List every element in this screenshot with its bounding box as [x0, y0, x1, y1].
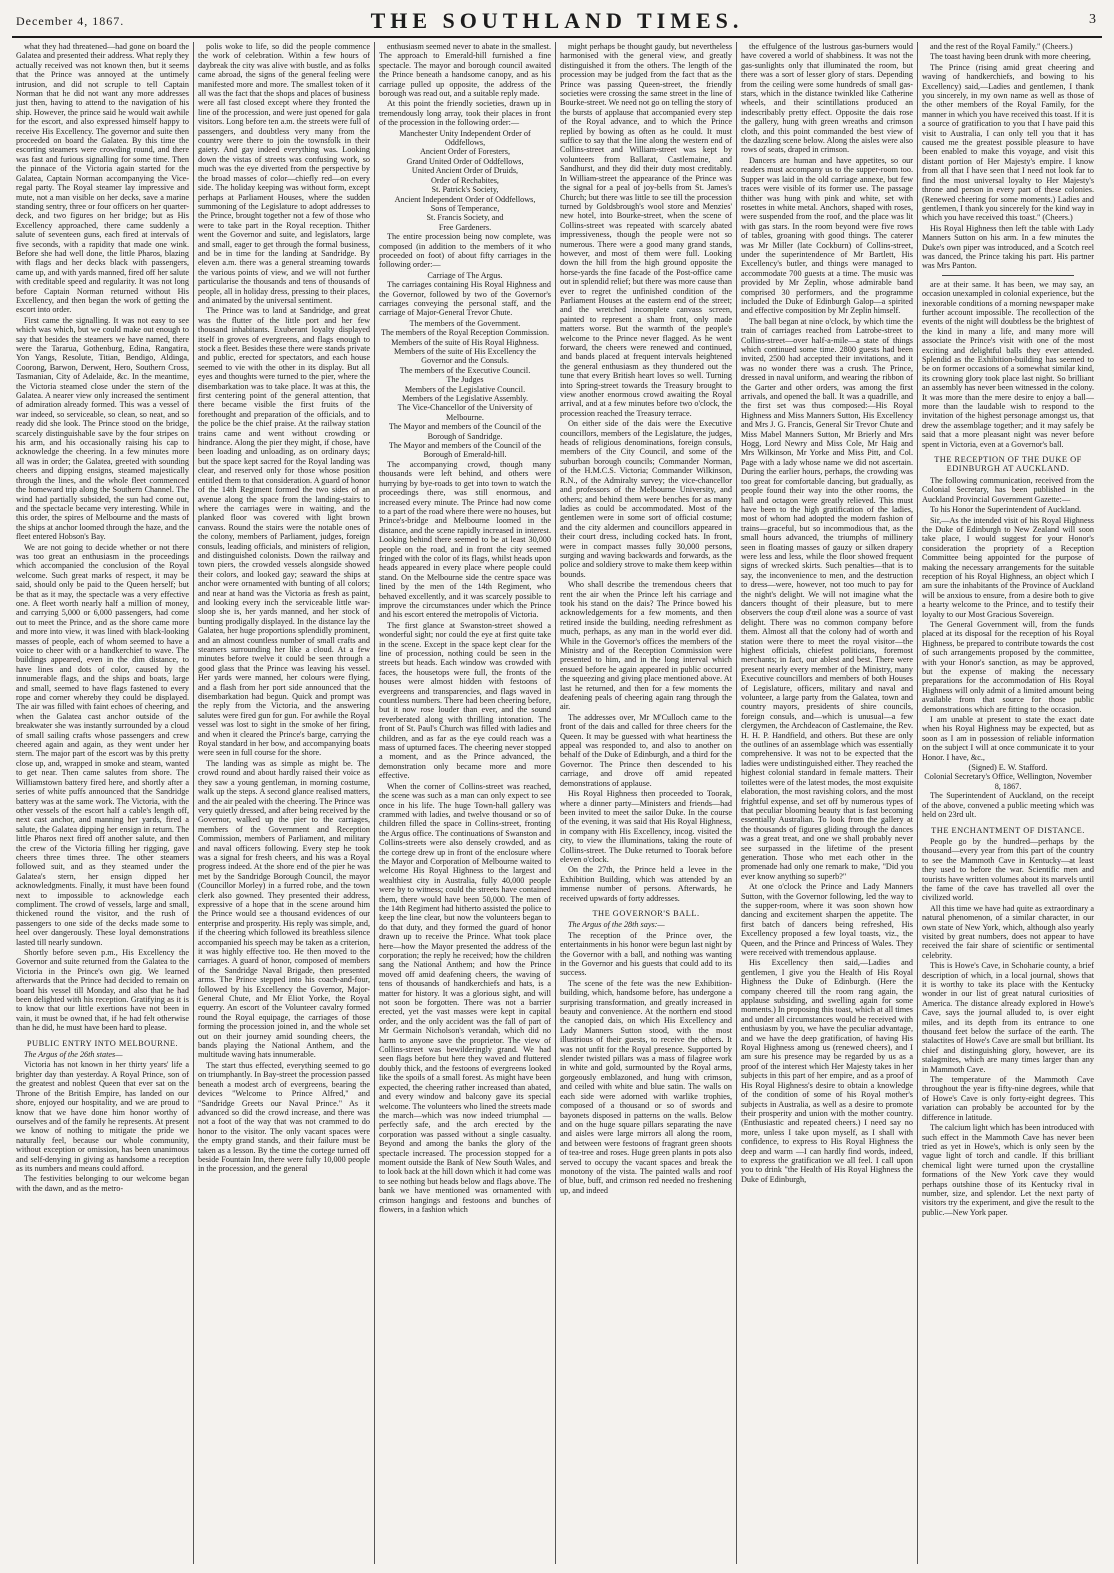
article-paragraph: The first glance at Swanston-street showed a wonderful sight; nor could the eye at first quite take in the scene. Except in the space kept clear for the line of procession, nothing could be seen in the streets but heads. Each window was crowded with faces, the housetops were full, the fronts of the houses were almost hidden with festoons of evergreens and transparencies, and flags waved in countless numbers. There had been cheering before, but it now rose louder than ever, and the sound reverberated along with thrilling intonation. The front of St. Paul's Church was filled with ladies and children, and as far as the eye could reach was a mass of upturned faces. The cheering never stopped a moment, and as the Prince advanced, the demonstration only became more and more effective. [379, 620, 551, 781]
section-heading: THE ENCHANTMENT OF DISTANCE. [931, 825, 1085, 835]
centered-line: The members of the Executive Council. [399, 365, 531, 375]
article-paragraph: The Superintendent of Auckland, on the receipt of the above, convened a public meeting which was held on 23rd ult. [922, 791, 1094, 820]
column-4 [555, 42, 736, 1564]
section-heading: THE RECEPTION OF THE DUKE OF EDINBURGH AT AUCKLAND. [934, 455, 1082, 474]
article-paragraph: To his Honor the Superintendent of Auckland. [930, 505, 1082, 515]
centered-line: Sons of Temperance, [430, 203, 500, 213]
article-paragraph: and the rest of the Royal Family." (Cheers.) [930, 42, 1073, 51]
article-paragraph: The Prince (rising amid great cheering and waving of handkerchiefs, and bowing to his Excellency) said,—Ladies and gentlemen, I thank you sincerely, in my own name as well as those of the other members of the Royal Family, for the manner in which you have received this toast. If it is a source of gratification to you that I have paid this visit to Australia, I can only tell you that it has caused me the greatest possible pleasure to have been enabled to make this voyage, and visit this distant portion of Her Majesty's empire. I know from all that I have seen that I need not look far to find the most universal loyalty to Her Majesty's throne and person in every part of these colonies. (Renewed cheering for some moments.) Ladies and gentlemen, I thank you sincerely for the kind way in which you have received this toast." (Cheers.) [922, 62, 1094, 223]
article-paragraph: The festivities belonging to our welcome began with the dawn, and as the metro- [16, 1174, 189, 1193]
centered-line: Members of the suite of His Excellency the Governor and the Consuls. [393, 347, 537, 366]
column-6 [917, 42, 1098, 1564]
article-paragraph: enthusiasm seemed never to abate in the smallest. The approach to Emerald-hill furnished a fine spectacle. The mayor and borough council awaited the Prince beneath a handsome canopy, and as his carriage pulled up opposite, the address of the borough was read out, and a suitable reply made. [379, 42, 551, 99]
centered-line: The Judges [446, 375, 484, 385]
article-paragraph: Sir,—As the intended visit of his Royal Highness the Duke of Edinburgh to New Zealand will soon take place, I would suggest for your Honor's consideration the propriety of a Reception Committee being appointed for the purpose of making the necessary arrangements for the suitable reception of his Royal Highness, an object which I am sure the inhabitants of the Province of Auckland will be anxious to ensure, from a desire both to give a hearty welcome to the Prince, and to testify their loyalty to our Most Gracious Sovereign. [922, 515, 1094, 619]
article-paragraph: The calcium light which has been introduced with such effect in the Mammoth Cave has never been tried as yet in Howe's, which is only seen by the vague light of torch and candle. If this brilliant chemical light were turned upon the crystalline formations of the New York cave they would perhaps outshine those of its Kentucky rival in number, size, and splendor. Let the next party of visitors try the experiment, and give the result to the public.—New York paper. [922, 1123, 1094, 1217]
article-columns [12, 42, 1102, 1564]
centered-line: Members of the Legislative Assembly. [401, 394, 529, 404]
article-paragraph: We are not going to decide whether or not there was too great an enthusiasm in the proceedings which accompanied the conclusion of the Royal welcome. Such great marks of respect, it may be said, should only be paid to the Queen herself; but be that as it may, the spectacle was a very effective one. A fleet worth nearly half a million of money, and carrying 5,000 or 6,000 passengers, had come out to meet the Prince, and as the shore came more and more into view, it was lined with black-looking masses of people, each of whom seemed to have a voice to cheer with or a handkerchief to wave. The buildings appeared, even in the dim distance, to have lines and dots of color, caused by the innumerable flags, and the ships and boats, large and small, seemed to have flags fastened to every rope and corner whereby they could be displayed. The air was filled with faint echoes of cheering, and when the Galatea cast anchor outside of the breakwater she was instantly surrounded by a cloud of small sailing crafts whose passengers and crew cheered again and again, as they went under her stern. The major part of the escort was by this pretty close up, and, wrapped in smoke and steam, wanted to get near. Then came salutes from shore. The Williamstown battery fired here, and shortly after a series of white puffs announced that the Sandridge battery was at the same work. The Victoria, with the other vessels of the escort half a cable's length off, next cast anchor, and manning her yards, fired a salute, the Galatea dipping her ensign in return. The little Pharos next fired off another salute, and then the crew of the Victoria filling her rigging, gave cheers three times three. The other steamers followed suit, and as they steamed under the Galatea's stern, her ensign dipped her acknowledgments. Finally, it must have been found next to impossible to acknowledge each compliment. The crowd of vessels, large and small, thickened round the visitor, and the rush of passengers to one side of the decks made some to heel over dangerously. These loyal demonstrations lasted till nearly sundown. [16, 542, 189, 947]
article-paragraph: People go by the hundred—perhaps by the thousand—every year from this part of the country to see the Mammoth Cave in Kentucky—at least they used to before the war. Scientific men and tourists have written volumes about its marvels until the fame of the cave has travelled all over the civilized world. [922, 836, 1094, 903]
issue-date: December 4, 1867. [16, 14, 125, 28]
centered-line: The Mayor and members of the Council of the Borough of Sandridge. [388, 422, 542, 441]
article-paragraph: This is Howe's Cave, in Schoharie county, a brief description of which, in a local journal, shows that it is worthy to take its place with the Kentucky wonder in our list of great natural curiosities of America. The distance already explored in Howe's Cave, says the journal alluded to, is over eight miles, and its depth from its entrance to one thousand feet below the surface of the earth. The stalactites of Howe's Cave are small but brilliant. Its chief and distinguishing glory, however, are its stalagmites, which are many times larger than any in Mammoth Cave. [922, 961, 1094, 1074]
centered-line: Ancient Order of Foresters, [419, 147, 511, 157]
article-paragraph: might perhaps be thought gaudy, but nevertheless harmonised with the general view, and greatly distinguished it from the others. The length of the procession may be judged from the fact that as the Prince was passing Queen-street, the friendly societies were crossing the same street in the line of Bourke-street. We need not go on telling the story of the bursts of applause that accompanied every step of the Royal advance, and to which the Prince replied by bowing as often as he could. It must suffice to say that the line along the western end of Collins-street and William-street was kept by volunteers from Ballarat, Castlemaine, and Sandhurst, and they did their duty most creditably. In William-street the appearance of the Prince was the signal for a peal of joy-bells from St. James's Church; but there was little to see till the procession turned by Goldsbrough's wool store and Menzies' new hotel, into Bourke-street, when the scene of Collins-street was repeated with scarcely abated impressiveness, though the people were not so numerous. There were a good many grand stands, however, and most of them were full. Looking down the hill from the high ground opposite the horse-yards the fine facade of the Post-office came out in splendid relief; but there was more cause than ever to regret the unfinished condition of the Parliament Houses at the eastern end of the street; and the wretched incomplete canvass screen, painted to represent a sham front, only made matters worse. But the warmth of the people's welcome to the Prince never flagged. As he went forward, the cheers were renewed and continued, and bands placed at frequent intervals heightened the general enthusiasm as they thundered out the tune that every British heart loves so well. Turning into Spring-street towards the Treasury brought to view another enormous crowd awaiting the Royal arrival, and at a few minutes before two o'clock, the procession reached the Treasury terrace. [560, 42, 732, 418]
article-paragraph: The start thus effected, everything seemed to go on triumphantly. In Bay-street the procession passed beneath a modest arch of evergreens, bearing the devices "Welcome to Prince Alfred," and "Sandridge Greets our Naval Prince." As it advanced so did the crowd increase, and there was not a foot of the way that was not crammed to do honor to the visitor. The only vacant spaces were the empty grand stands, and their failure must be taken as a lesson. By the time the cortege turned off beside Fountain Inn, there were fully 10,000 people in the procession, and the general [198, 1060, 370, 1174]
source-line: The Argus of the 26th states— [24, 1050, 123, 1060]
source-line: The Argus of the 28th says:— [568, 920, 665, 930]
centered-line: Free Gardeners. [438, 222, 492, 232]
centered-line: Ancient Independent Order of Oddfellows, [394, 194, 536, 204]
section-heading: PUBLIC ENTRY INTO MELBOURNE. [26, 1038, 179, 1048]
article-paragraph: The reception of the Prince over, the entertainments in his honor were begun last night by the Governor with a ball, and nothing was wanting in the Governor and his guests that could add to its success. [560, 930, 732, 978]
article-paragraph: The scene of the fete was the new Exhibition-building, which, handsome before, has undergone a surprising transformation, and greatly increased in beauty and convenience. At the northern end stood the canopied dais, on which His Excellency and Lady Manners Sutton stood, with the most illustrious of their guests, to receive the others. It was not unfit for the Royal presence. Supported by slender twisted pillars was a mass of filagree work in white and gold, surmounted by the Royal arms, gorgeously emblazoned, and hung with crimson, and ceiled with white and blue satin. The walls on each side were adorned with warlike trophies, composed of a thousand or so of swords and bayonets disposed in patterns on the walls. Below and on the huge square pillars separating the nave and aisles were large mirrors all along the room, and between were festoons of fragrant green shoots of tea-tree and roses. Huge green plants in pots also served to occupy the vacant spaces and break the monotony of the vista. The painted walls and roof of blue, buff, and crimson red needed no freshening up, and indeed [560, 978, 732, 1195]
newspaper-title: THE SOUTHLAND TIMES. [370, 8, 744, 33]
article-paragraph: His Excellency then said,—Ladies and gentlemen, I give you the Health of His Royal Highness the Duke of Edinburgh. (Here the company cheered till the room rang again, the applause subsiding, and swelling again for some moments.) In proposing this toast, which at all times and under all circumstances would be received with enthusiasm by you, we have the peculiar advantage, and we have the deep gratification, of having His Royal Highness among us (renewed cheers), and I am sure his presence may be regarded by us as a proof of the interest which Her Majesty takes in her subjects in this part of her empire, and as a proof of His Royal Highness's desire to obtain a knowledge of the condition of some of his Royal mother's subjects in Australia, as well as a desire to promote their prosperity and union with the mother country. (Enthusiastic and repeated cheers.) I need say no more, unless I take upon myself, as I shall with confidence, to express to His Royal Highness the deep and warm —I can hardly find words, indeed, to express the gratification we all feel. I call upon you to drink "the Health of His Royal Highness the Duke of Edinburgh, [741, 958, 913, 1184]
centered-line: Order of Rechabites, [431, 175, 499, 185]
article-paragraph: The General Government will, from the funds placed at its disposal for the reception of his Royal Highness, be prepared to contribute towards the cost of such arrangements proposed by the committee, with your Honor's sanction, as may be approved, but the expense of making the necessary preparations for the accommodation of His Royal Highness will only admit of a limited amount being available from that source for those public demonstrations which are fitting to the occasion. [922, 619, 1094, 714]
page-number: 3 [1089, 12, 1096, 27]
article-paragraph: On either side of the dais were the Executive councillors, members of the Legislature, the judges, heads of religious denominations, foreign consuls, members of the City Council, and some of the suburban borough councils; Commander Norman, of the H.M.C.S. Victoria; Commander Wilkinson, R.N., of the Admiralty survey; the vice-chancellor and professors of the Melbourne University, and others; and behind them were benches for as many ladies as could be accommodated. Most of the gentlemen were in some sort of official costume; and the city aldermen and councillors appeared in their court dress, including cocked hats. In front, were in compact masses fully 30,000 persons, surging and waving backwards and forwards, as the police and soldiery strove to make them keep within bounds. [560, 419, 732, 579]
article-paragraph: Victoria has not known in her thirty years' life a brighter day than yesterday. A Royal Prince, son of the greatest and noblest Queen that ever sat on the Throne of the British Empire, has landed on our shore, enjoyed our hospitality, and we are proud to know that we have done him honor worthy of ourselves and of the family he represents. At present we know of nothing to mitigate the pride we naturally feel, because our whole community, without exception or omission, has been unanimous and self-denying in giving as handsome a reception as its numbers and means could afford. [16, 1060, 189, 1173]
article-paragraph: are at their same. It has been, we may say, an occasion unexampled in colonial experience, but the inexorable conditions of a morning newspaper make further account impossible. The recollection of the events of the night will doubtless be the brightest of the kind in many a life, and many more will associate the Prince's visit with one of the most exciting and delightful balls they ever attended. Splendid as the Exhibition-building has seemed to be on former occasions of a somewhat similar kind, its crowning glory took place last night. So brilliant an assembly has never been witnessed in the colony. It was more than the mere desire to enjoy a ball—more than the laudable wish to respond to the invitation of the highest personage amongst us, that drew the assemblage together; and it may safely be said that a more pleasant night was never before spent in Victoria, even at a Governor's ball. [922, 279, 1094, 449]
centered-line: Manchester Unity Independent Order of Oddfellows, [399, 128, 531, 148]
article-paragraph: The carriages containing His Royal Highness and the Governor, followed by two of the Governor's carriages conveying the personal staff, and the carriage of Major-General Trevor Chute. [379, 280, 551, 318]
centered-line: (Signed) E. W. Stafford. [968, 763, 1048, 773]
article-paragraph: Who shall describe the tremendous cheers that rent the air when the Prince left his carriage and took his stand on the dais? The Prince bowed his acknowledgements for a few moments, and then retired inside the building, needing refreshment as much, perhaps, as any man in the world ever did. While in the Governor's offices the members of the Ministry and of the Reception Commission were presented to him, and in the long interval which ensued before he again appeared in public occurred the squeezing and giving place mentioned above. At last he returned, and then for a few moments the deafening peals of cheering again rang through the air. [560, 580, 732, 712]
article-paragraph: His Royal Highness then left the table with Lady Manners Sutton on his arm. In a few minutes the Duke's own piper was introduced, and a Scotch reel was danced, the Prince taking his part. His partner was Mrs Panton. [922, 223, 1094, 271]
centered-line: The Mayor and members of the Council of the Borough of Emerald-hill. [388, 441, 542, 460]
centered-line: Carriage of The Argus. [427, 270, 503, 280]
article-paragraph: the effulgence of the lustrous gas-burners would have covered a world of shabbiness. It was not the gas-sunlights only that illuminated the room, but there was a sort of lesser glory of stars. Depending from the ceiling were some hundreds of small gas-stars, which in the distance twinkled like Catherine wheels, and their scintillations produced an indescribably pretty effect. Opposite the dais rose the gallery, hung with green wreaths and crimson cloth, and this point commanded the best view of the dazzling scene below. Along the aisles were also rows of seats, draped in crimson. [741, 42, 913, 155]
article-paragraph: The toast having been drunk with more cheering, [930, 52, 1091, 62]
centered-line: The members of the Government. [409, 318, 521, 328]
centered-line: The Vice-Chancellor of the University of Melbourne. [397, 403, 533, 422]
article-paragraph: At this point the friendly societies, drawn up in tremendously long array, took their places in front of the procession in the following order:— [379, 99, 551, 128]
article-paragraph: The ball began at nine o'clock, by which time the train of carriages reached from Latrobe-street to Collins-street—over half-a-mile—a state of things which continued some time. 2800 guests had been invited, 2500 had accepted their invitations, and it was no wonder there was a crush. The Prince, dressed in naval uniform, and wearing the ribbon of the Garter and other orders, was among the first arrivals, and opened the ball. It was a quadrille, and the first set was thus composed:—His Royal Highness and Miss Manners Sutton, His Excellency and Mrs J. G. Francis, General Sir Trevor Chute and Miss Mabel Manners Sutton, Mr Brierly and Mrs Hogg, Lord Newry and Miss Cole, Mr Haig and Mrs Wilkinson, Mr Yorke and Miss Pitt, and Col. Page with a lady whose name we did not ascertain. During the earlier hours, perhaps, the crowding was too great for comfortable dancing, but gradually, as people found their way into the other rooms, the hall and octagon were greatly relieved. This must have been to the high gratification of the ladies, most of whom had adopted the modern fashion of trains—graceful, but so incommodious that, as the small hours advanced, the triumphs of millinery seen in floating masses of gauzy or silken drapery were less and less, while the floor showed frequent signs of wrecked skirts. Such penalties—that is to say, the inconvenience to men, and the destruction to dress—were, however, not too much to pay for the night's delight. We will not imagine what the dancers thought of their pleasure, but to mere observers the coup d'œil alone was a source of vast delight. There was no common company before them. Almost all that the colony had of worth and station were there to meet the royal visitor—the highest officials, chiefest politicians, foremost merchants; in fact, our ablest and best. There were present nearly every member of the Ministry, many Executive councillors and members of both Houses of Legislature, officers, military and naval and volunteer, a large party from the Galatea, town and country mayors, presidents of shire councils, foreign consuls, and—which is unusual—a few clergymen, the Archdeacon of Castlemaine, the Rev. H. H. P. Handfield, and others. But these are only the outlines of an assemblage which was essentially comprehensive. It was not to be expected that the ladies were undistinguished either. They reached the highest colonial standard in female matters. Their toilettes were of the latest modes, the most exquisite elaboration, the most ravishing colors, and the most frightful expense, and set off by numerous types of that peculiar blooming beauty that is fast becoming essentially Australian. To look from the gallery at the thousands of figures gliding through the dances was a great treat, and one we shall probably never see surpassed in the lifetime of the present generation. Those who met each other in the promenade had only one remark to make, "Did you ever know anything so superb?" [741, 316, 913, 881]
article-paragraph: The addresses over, Mr M'Culloch came to the front of the dais and called for three cheers for the Queen. It may be guessed with what heartiness the appeal was responded to, and also to another on behalf of the Duke of Edinburgh, and a third for the Governor. The Prince then descended to his carriage, and drove off amid repeated demonstrations of applause. [560, 712, 732, 788]
article-paragraph: Shortly before seven p.m., His Excellency the Governor and suite returned from the Galatea to the Victoria in the Prince's own gig. We learned afterwards that the Prince had decided to remain on board his vessel till Monday, and also that he had been delighted with his reception. Gratifying as it is to know that our little exertions have not been in vain, it must be owned that, if he had felt otherwise than he did, he must have been hard to please. [16, 948, 189, 1033]
centered-line: St. Francis Society, and [426, 213, 504, 223]
section-heading: THE GOVERNOR'S BALL. [592, 908, 700, 918]
centered-line: St. Patrick's Society, [431, 185, 499, 195]
article-paragraph: All this time we have had quite as extraordinary a natural phenomenon, of a similar character, in our own state of New York, which, although also yearly visited by great numbers, does not appear to have received the fair share of scientific or sentimental celebrity. [922, 903, 1094, 960]
article-paragraph: When the corner of Collins-street was reached, the scene was such as a man can only expect to see once in his life. The huge Town-hall gallery was crammed with ladies, and twelve thousand or so of children filled the space in Collins-street, fronting the Argus office. The continuations of Swanston and Collins-streets were also densely crowded, and as the cortege drew up in front of the enclosure where the Mayor and Corporation of Melbourne waited to welcome His Royal Highness to the largest and wealthiest city in Australia, fully 40,000 people were by to witness; could the streets have contained them, there would have been 50,000. The men of the 14th Regiment had hitherto assisted the police to keep the line clear, but now the volunteers began to do that duty, and they formed the guard of honor drawn up to receive the Prince. What took place here—how the Mayor presented the address of the corporation; the reply he received; how the children sang the National Anthem; and how the Prince moved off amid deafening cheers, the waving of tens of thousands of handkerchiefs and hats, is a matter for history. It was a glorious sight, and will not soon be forgotten. There was not a barrier erected, yet the vast masses were kept in capital order, and the only accident was the fall of part of Mr Germain Nicholson's verandah, which did no harm to anyone save the proprietor. The view of Collins-street was bewilderingly grand. We had seen flags before but here they waved and fluttered doubly thick, and the festoons of evergreens looked like the spoils of a small forest. As might have been expected, the cheering rather increased than abated, and every window and balcony gave its special welcome. The volunteers who lined the streets made the march—which was now indeed triumphal —perfectly safe, and the arch erected by the corporation was passed without a single casualty. Beyond and among the banks the glory of the spectacle increased. The procession stopped for a moment outside the Bank of New South Wales, and to look back at the hill down which it had come was to see nothing but heads below and flags above. The bank we have mentioned was ornamented with crimson hangings and festoons and bunches of flowers, in a fashion which [379, 781, 551, 1214]
column-2 [193, 42, 374, 1564]
article-paragraph: On the 27th, the Prince held a levee in the Exhibition Building, which was attended by an immense number of persons. Afterwards, he received upwards of forty addresses. [560, 865, 732, 903]
article-paragraph: The accompanying crowd, though many thousands were left behind, and others were hurrying by bye-roads to get into town to watch the proceedings there, was still enormous, and increased every minute. The Prince had now come to a part of the road where there were no houses, but Prince's-bridge and Melbourne loomed in the distance, and the scene rapidly increased in interest. Looking behind there seemed to be at least 30,000 people on the road, and in front the city seemed fringed with the color of its flags, whilst heads upon heads appeared in every place where people could stand. On the Melbourne side the centre space was lined by the men of the 14th Regiment, who behaved excellently, and it was scarcely possible to improve the circumstances under which the Prince and his escort entered the metropolis of Victoria. [379, 459, 551, 620]
masthead [12, 6, 1102, 38]
centered-line: Members of the suite of His Royal Highness. [391, 337, 539, 347]
article-paragraph: Dancers are human and have appetites, so our readers must accompany us to the supper-room too. Supper was laid in the old carriage annexe, but few traces were visible of its former use. The passage thither was hung with pink and white, set with rosettes in white metal. Anchors, shaped with roses, were suspended from the roof, and the place was lit with gas stars. In the room beyond were five rows of tables, groaning with good things. The caterer was Mr Miller (late Cockburn) of Collins-street, under the superintendence of Mr Bartlett, His Excellency's butler, and things were managed to accommodate 700 guests at a time. The music was provided by Mr Zeplin, whose admirable band comprised 30 performers, and the programme included the Duke of Edinburgh Galop—a spirited and effective composition by Mr Zeplin himself. [741, 155, 913, 316]
column-5 [736, 42, 917, 1564]
centered-line: Grand United Order of Oddfellows, [406, 156, 524, 166]
column-3 [374, 42, 555, 1564]
centered-line: The members of the Royal Reception Commission. [380, 328, 550, 338]
column-1 [12, 42, 193, 1564]
article-paragraph: The temperature of the Mammoth Cave throughout the year is fifty-nine degrees, while that of Howe's Cave is only forty-eight degrees. This variation can probably be accounted for by the difference in latitude. [922, 1075, 1094, 1122]
article-paragraph: First came the signalling. It was not easy to see which was which, but we could make out enough to say that besides the steamers we have named, there were the Tararua, Gothenburg, Edina, Rangatira, Yon Yangs, Resolute, Titian, Bendigo, Aldinga, Coorong, Barwon, Derwent, Hero, Southern Cross, Tasmanian, City of Adelaide, &c. In the meantime, the Victoria steamed close under the stern of the Galatea. A nearer view only increased the sentiment of admiration already formed. This was a vessel of war indeed, so serviceable, so clean, so neat, and so ready did she look. The Prince stood on the bridge, scarcely distinguishable save by the four stripes on his arm, and his occasionally raising his cap to acknowledge the cheering. In a few minutes more all was in order; the Galatea, greeted with sounding cheers and dipping ensigns, steamed majestically through the lines, and the whole fleet commenced the homeward trip along the Southern Channel. The wind had partially subsided, the sun had come out, and the spectacle became very interesting. While in this order, the spires of Melbourne and the masts of the ships at anchor loomed through the haze, and the fleet entered Hobson's Bay. [16, 315, 189, 542]
article-paragraph: His Royal Highness then proceeded to Toorak, where a dinner party—Ministers and friends—had been invited to meet the sailor Duke. In the course of the evening, it was said that His Royal Highness, in company with His Excellency, incog. visited the city, to view the illuminations, taking the route of Collins-street. The Duke returned to Toorak before eleven o'clock. [560, 789, 732, 864]
centered-line: Members of the Legislative Council. [404, 384, 526, 394]
centered-line: Colonial Secretary's Office, Wellington, November 8, 1867. [924, 772, 1092, 791]
article-paragraph: The following communication, received from the Colonial Secretary, has been published in the Auckland Provincial Government Gazette:— [922, 475, 1094, 504]
centered-line: United Ancient Order of Druids, [411, 166, 519, 176]
section-divider [942, 275, 1074, 276]
article-paragraph: what they had threatened—had gone on board the Galatea and presented their address. What reply they actually received was not known then, but it seems that the Prince was annoyed at the untimely intrusion, and did not scruple to tell Captain Norman that he did not want any more addresses just then, having to attend to the navigation of his ship. However, the prince said he would wait awhile for the escort, and also expressed himself happy to receive His Excellency. The governor and suite then proceeded on board the Galatea. By this time the escorting steamers were crowding round, and there was fast and furious signalling for some time. Then the pinnace of the Victoria again started for the Galatea, Captain Norman accompanying the Vice-regal party. The Royal steamer lay impressive and mute, not a man visible on her decks, save a marine standing sentry, three or four officers on her quarter-deck, and two figures on her bridge; but as His Excellency approached, there came suddenly a salute of seventeen guns, each fired at intervals of five seconds, with a rapidity that made one wink. Before she had well done, the little Pharos, blazing with flags and her decks black with passengers, came up, and with yards manned, fired off her salute with creditable speed and regularity. It was not long before Captain Norman returned without His Excellency, and then began the work of getting the escort into order. [16, 42, 189, 315]
article-paragraph: The entire procession being now complete, was composed (in addition to the members of it who proceeded on foot) of about fifty carriages in the following order:— [379, 232, 551, 270]
article-paragraph: The Prince was to land at Sandridge, and great was the flutter of the little port and her few thousand inhabitants. Exuberant loyalty displayed itself in groves of evergreens, and flags enough to stock a fleet. Besides these there were stands private and public, erected for spectators, and each house seemed to vie with the other in its display. But all eyes and thoughts were turned to the pier, where the disembarkation was to take place. It was at this, the first centering point of the general attention, that there became visible the first fruits of the forethought and preparation of the officials, and to the police be the chief praise. At the railway station trains came and went without crowding or hindrance. Along the pier they might, if chose, have been loading and unloading, as on ordinary days; but the space kept sacred for the Royal landing was clear, and reserved only for those whose position entitled them to that consideration. A guard of honor of the 14th Regiment formed the two sides of an avenue along the space from the landing-stairs to where the carriages were in waiting, and the planked floor was covered with light brown canvass. Round the stairs were the notable ones of the colony, members of Parliament, judges, foreign consuls, leading officials, and ministers of religion, and distinguished colonists. Down the railway and town piers, the crowded vessels alongside showed their colors, and looked gay; seaward the ships at anchor were ornamented with bunting of all colors; and near at hand was the Victoria as fresh as paint, and looking every inch the serviceable little war-sloop she is, her yards manned, and her stock of bunting prodigally displayed. In the distance lay the Galatea, her huge proportions splendidly prominent, and an almost countless number of small crafts and steamers surrounding her like a cloud. At a few minutes before twelve it could be seen through a good glass that the Prince was leaving his vessel. Her yards were manned, her colours were flying, and a flash from her port side announced that the disembarkation had begun. Quick and prompt was the reply from the Victoria, and the answering salutes were fired gun for gun. For awhile the Royal vessel was lost to sight in the smoke of her firing, and when it cleared the Prince's barge, carrying the Royal standard in her bow, and accompanying boats were seen in full course for the shore. [198, 306, 370, 758]
article-paragraph: At one o'clock the Prince and Lady Manners Sutton, with the Governor following, led the way to the supper-room, where it was soon shown how dancing and excitement sharpen the appetite. The first batch of dancers being refreshed, His Excellency proposed a few loyal toasts, viz., the Queen, and the Prince and Princess of Wales. They were received with tremendous applause. [741, 882, 913, 957]
article-paragraph: polis woke to life, so did the people commence the work of celebration. Within a few hours of daybreak the city was alive with bustle, and as folks came abroad, the signs of the general feeling were manifested more and more. The smallest token of it all was the fact that the shops and places of business were all fast closed except where they fronted the line of the procession, and were just opened for gala visitors. Long before ten a.m. the streets were full of passengers, and doubtless very many from the country were there to join the townsfolk in their gaiety. And gay indeed everything was. Looking down the vistas of streets was confusing work, so much was the eye diverted from the perspective by the broad masses of color—chiefly red—on every side. The holiday keeping was without form, except perhaps at Parliament Houses, where the sudden summoning of the Legislature to adopt addresses to the Prince, brought together not a few of those who were to take part in the Royal reception. Thither went the Governor and suite, and legislators, large and small, eager to get through the formal business, and be in time for the landing at Sandridge. By eleven a.m. there was a general streaming towards the various points of view, and we will not further particularise the thousands and tens of thousands of people, all in holiday dress, pressing to their places, and animated by the universal sentiment. [198, 42, 370, 305]
article-paragraph: The landing was as simple as might be. The crowd round and about hardly raised their voice as they saw a young gentleman, in morning costume, walk up the steps. A second glance realised matters, and the air pealed with the cheering. The Prince was very quietly dressed, and after being received by the Governor, walked up the pier to the carriages, members of the Government and Reception Commission, members of Parliament, and military and naval officers following. Every step he took was a signal for fresh cheers, and his was a Royal progress indeed. At the shore end of the pier he was met by the Sandridge Borough Council, the mayor (Councillor Morley) in a furred robe, and the town clerk also gowned. They presented their address, expressive of a hope that in the scene around him the Prince would see a thousand evidences of our enterprise and prosperity. His reply was simple, and, if the cheering which followed its breathless silence accompanied his speech may be taken as a criterion, it was highly effective too. He then moved to the carriages. A guard of honor, composed of members of the Sandridge Naval Brigade, then presented arms. The Prince stepped into his coach-and-four, followed by his Excellency the Governor, Major-General Chute, and Mr Eliot Yorke, the Royal equerry. An escort of the Volunteer cavalry formed round the Royal equipage, the carriages of those forming the procession joined in, and the whole set out on their journey amid sounding cheers, the bands playing the National Anthem, and the multitude waving hats innumerable. [198, 758, 370, 1060]
article-paragraph: I am unable at present to state the exact date when his Royal Highness may be expected, but as soon as I am in possession of reliable information on the subject I will at once communicate it to your Honor. I have, &c., [922, 715, 1094, 762]
